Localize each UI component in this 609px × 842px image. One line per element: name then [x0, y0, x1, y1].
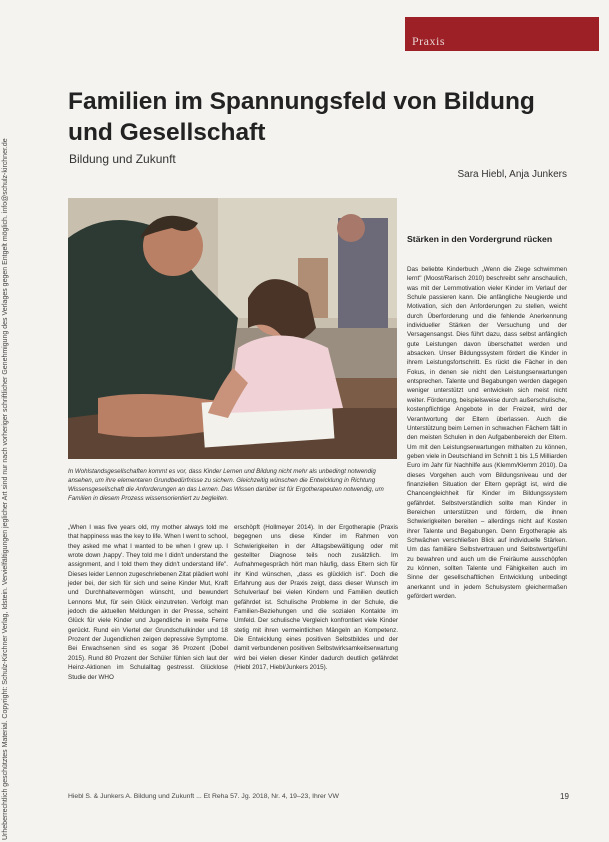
- footer-citation: Hiebl S. & Junkers A. Bildung und Zukunft ... Et Reha 57. Jg. 2018, Nr. 4, 19–23, Ihrer VW: [68, 793, 339, 800]
- article-title: Familien im Spannungsfeld von Bildung und Gesellschaft: [68, 88, 535, 146]
- article-authors: Sara Hiebl, Anja Junkers: [457, 169, 567, 180]
- article-photo: [68, 198, 397, 459]
- section-heading: Stärken in den Vordergrund rücken: [407, 234, 553, 244]
- page-number: 19: [560, 792, 569, 801]
- body-paragraph: Das beliebte Kinderbuch „Wenn die Ziege schwimmen lernt" (Moost/Rarisch 2010) beschreibt sehr anschaulich, was mit der Lernmotivation vieler Kinder im Verlauf der Schule passieren kann. Die anfängliche Neugierde und Motivation, sich den Anforderungen zu stellen, weicht durch Überforderung und die fehlende Anerkennung individueller Stärken der Versuchung und der Versagensangst. Dies führt dazu, dass selbst anfänglich gute Leistungen davon überschattet werden und absacken. Unser Bildungssystem fördert die Kinder in ihrem Leistungsfortschritt. Es rückt die Fächer in den Fokus, in denen sie nicht den Leistungserwartungen entsprechen. Talente und Begabungen werden dagegen weniger unterstützt und entwickeln sich meist nicht weiter. Förderung, beispielsweise durch außerschulische, kostenpflichtige Angebote in der Freizeit, wird der Verantwortung der Eltern überlassen. Auch die Unterstützung beim Lernen in schwachen Fächern fällt in den meisten Schulen in den Aufgabenbereich der Eltern. Um mit den Leistungserwartungen mithalten zu können, geben viele in Deutschland im Schnitt 1 bis 1,5 Milliarden Euro im Jahr für Nachhilfe aus (Klemm/Klemm 2010). Da dieses Vorgehen auch vom Bildungsniveau und der finanziellen Situation der Eltern geprägt ist, wird die Chancengleichheit für Kinder im Bildungssystem gefährdet. Selbstverständlich sollte man Kinder in Bereichen unterstützen und fördern, die ihnen Schwierigkeiten bereiten – allerdings nicht auf Kosten ihrer Talente und Begabungen. Denn Ergotherapie als Schwächen verschließen Blick auf individuelle Stärken. Um das familiäre Selbstvertrauen und Selbstwertgefühl zu bewahren und auch um die Freiräume ausschöpfen zu können, sollten Talente und Fähigkeiten auch im Sinne der gesellschaftlichen Entwicklung unbedingt anerkannt und in jedem Schulsystem gleichermaßen gefördert werden.: [407, 266, 567, 601]
- body-column-2: [234, 523, 398, 673]
- article-subtitle: Bildung und Zukunft: [69, 152, 176, 166]
- copyright-margin-note: Urheberrechtlich geschütztes Material. Copyright: Schulz-Kirchner Verlag, Idstein. Vervielfältigungen jeglicher Art sind nur nach vorheriger schriftlicher Genehmigung des Verlages gegen Entgelt möglich. info@schulz-kirchner.de: [2, 138, 9, 840]
- section-label: Praxis: [412, 34, 445, 48]
- body-paragraph: erschöpft (Hollmeyer 2014). In der Ergotherapie (Praxis begegnen uns diese Kinder im Rahmen von Schwierigkeiten in der Alltagsbewältigung oder mit gestellter Diagnose teils noch zusätzlich. Im Aufnahmegespräch hört man häufig, dass Eltern sich für ihr Kind wünschen, „dass es glücklich ist". Doch die Erfahrung aus der Praxis zeigt, dass dieser Wunsch im Schulverlauf bei vielen Kindern und Familien deutlich gefährdet ist. Schulische Probleme in der Schule, die Familien-Beziehungen und die sozialen Kontakte im Umfeld. Der schulische Vergleich konfrontiert viele Kinder stetig mit ihren vermeintlichen Mängeln an Kompetenz. Die Entwicklung eines positiven Selbstbildes und der damit verbundenen positiven Selbstwirksamkeitserwartung wird bei vielen dieser Kinder dadurch deutlich gefährdet (Hiebl 2017, Hiebl/Junkers 2015).: [234, 524, 398, 672]
- photo-caption: In Wohlstandsgesellschaften kommt es vor, dass Kinder Lernen und Bildung nicht mehr als unbedingt notwendig ansehen, um ihre elementaren Grundbedürfnisse zu sichern. Gleichzeitig wünschen die Entwicklung in Richtung Wissensgesellschaft die Anforderungen an das Lernen. Das Wissen darüber ist für Ergotherapeuten notwendig, um Familien in diesem Prozess wissensorientiert zu begleiten.: [68, 468, 384, 502]
- body-column-1: [68, 523, 228, 682]
- body-column-3: [407, 265, 567, 601]
- body-paragraph: „When I was five years old, my mother always told me that happiness was the key to life. When I went to school, they asked me what I wanted to be when I grew up. I wrote down ‚happy'. They told me I didn't understand the assignment, and I told them they didn't understand life". Dieses leider Lennon zugeschriebenen Zitat plädiert wohl jeder bei, der sich für sich und seine Kinder Mut, Kraft und Durchhaltevermögen wünscht, und bewundert Lennons Mut, für sein Glück einzutreten. Verfolgt man jedoch die aktuellen Meldungen in der Presse, scheint Glück für viele Kinder und Jugendliche in weite Ferne gerückt. Rund ein Viertel der Grundschulkinder und 18 Prozent der Jugendlichen zeigen depressive Symptome. Bei Erwachsenen sind es sogar 36 Prozent (Dobel 2015). Rund 80 Prozent der Schüler fühlen sich laut der Heinz-Aktionen im Schulalltag gestresst. Glücklose Studie der WHO: [68, 524, 228, 681]
- photo-illustration: [68, 198, 397, 459]
